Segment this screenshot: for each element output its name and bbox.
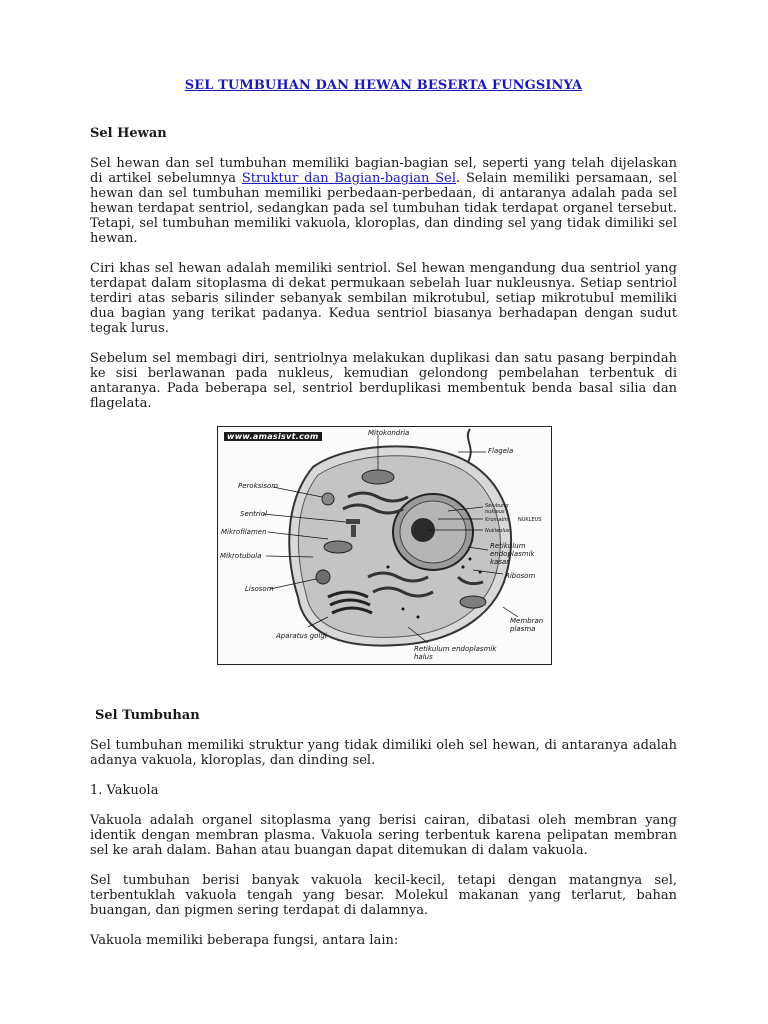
section-sel-tumbuhan (90, 708, 677, 948)
document-page (90, 78, 677, 963)
label-mikrotubula: Mikrotubula (220, 552, 262, 560)
label-ribosom: Ribosom (505, 572, 536, 580)
label-mitokondria: Mitokondria (368, 429, 410, 437)
paragraph-vakuola-3: Vakuola memiliki beberapa fungsi, antara lain: (90, 933, 399, 948)
label-sentriol: Sentriol (240, 510, 267, 518)
paragraph-text: Sel hewan dan sel tumbuhan memiliki bagian-bagian sel, seperti yang telah dijelaskan di artikel sebelumnya (90, 156, 677, 186)
heading-sel-tumbuhan: Sel Tumbuhan (95, 708, 200, 723)
paragraph-vakuola-2: Sel tumbuhan berisi banyak vakuola kecil-kecil, tetapi dengan matangnya sel, terbentuklah vakuola tengah yang besar. Molekul makanan yang terlarut, bahan buangan, dan pigmen sering terdapat di dalamnya. (90, 873, 677, 918)
animal-cell-diagram (217, 426, 552, 665)
label-selubung: Selubung (485, 503, 509, 509)
heading-sel-hewan: Sel Hewan (90, 126, 167, 141)
label-retikulum-kasar-2: endoplasmik (490, 550, 535, 558)
paragraph-sel-hewan-2: Ciri khas sel hewan adalah memiliki sentriol. Sel hewan mengandung dua sentriol yang terdapat dalam sitoplasma di dekat permukaan sebelah luar nukleusnya. Setiap sentriol terdiri atas sebaris silinder sebanyak sembilan mikrotubul, setiap mikrotubul memiliki dua bagian yang terikat padanya. Kedua sentriol biasanya berhadapan dengan sudut tegak lurus. (90, 261, 677, 336)
link-struktur-bagian-sel[interactable]: Struktur dan Bagian-bagian Sel (241, 171, 457, 186)
paragraph-text: . Selain memiliki persamaan, sel hewan dan sel tumbuhan memiliki perbedaan-perbedaan, di antaranya adalah pada sel hewan terdapat sentriol, sedangkan pada sel tumbuhan tidak terdapat organel tersebut. Tetapi, sel tumbuhan memiliki vakuola, kloroplas, dan dinding sel yang tidak dimiliki sel hewan. (90, 171, 678, 246)
paragraph-vakuola-1: Vakuola adalah organel sitoplasma yang berisi cairan, dibatasi oleh membran yang identik dengan membran plasma. Vakuola sering terbentuk karena pelipatan membran sel ke arah dalam. Bahan atau buangan dapat ditemukan di dalam vakuola. (90, 813, 677, 858)
watermark-logo: www.amasisvt.com (224, 432, 322, 441)
label-lisosom: Lisosom (245, 585, 274, 593)
label-flagela: Flagela (488, 447, 514, 455)
label-nukleolus: Nukleolus (485, 528, 510, 534)
label-nukleus: NUKLEUS (518, 517, 542, 523)
paragraph-sel-hewan-3: Sebelum sel membagi diri, sentriolnya melakukan duplikasi dan satu pasang berpindah ke sisi berlawanan pada nukleus, kemudian gelondong pembelahan terbentuk di antaranya. Pada beberapa sel, sentriol berduplikasi membentuk benda basal silia dan flagelata. (90, 351, 677, 411)
list-item-vakuola: 1. Vakuola (90, 783, 159, 798)
label-retikulum-halus-2: halus (414, 653, 433, 661)
paragraph-sel-tumbuhan-1: Sel tumbuhan memiliki struktur yang tidak dimiliki oleh sel hewan, di antaranya adalah adanya vakuola, kloroplas, dan dinding sel. (90, 738, 677, 768)
label-retikulum-kasar: Retikulum (490, 542, 526, 550)
label-membran: Membran (510, 617, 544, 625)
paragraph-sel-hewan-1 (90, 156, 677, 246)
label-peroksisom: Peroksisom (238, 482, 279, 490)
page-title: SEL TUMBUHAN DAN HEWAN BESERTA FUNGSINYA (184, 78, 583, 93)
label-kromatin: Kromatin (485, 517, 508, 523)
label-retikulum-halus: Retikulum endoplasmik (414, 645, 497, 653)
label-membran-plasma: plasma (510, 625, 536, 633)
label-selubung-nukleus: nukleus (485, 509, 505, 515)
label-retikulum-kasar-3: kasar (490, 558, 510, 566)
label-aparatus-golgi: Aparatus golgi (276, 632, 327, 640)
label-mikrofilamen: Mikrofilamen (221, 528, 267, 536)
